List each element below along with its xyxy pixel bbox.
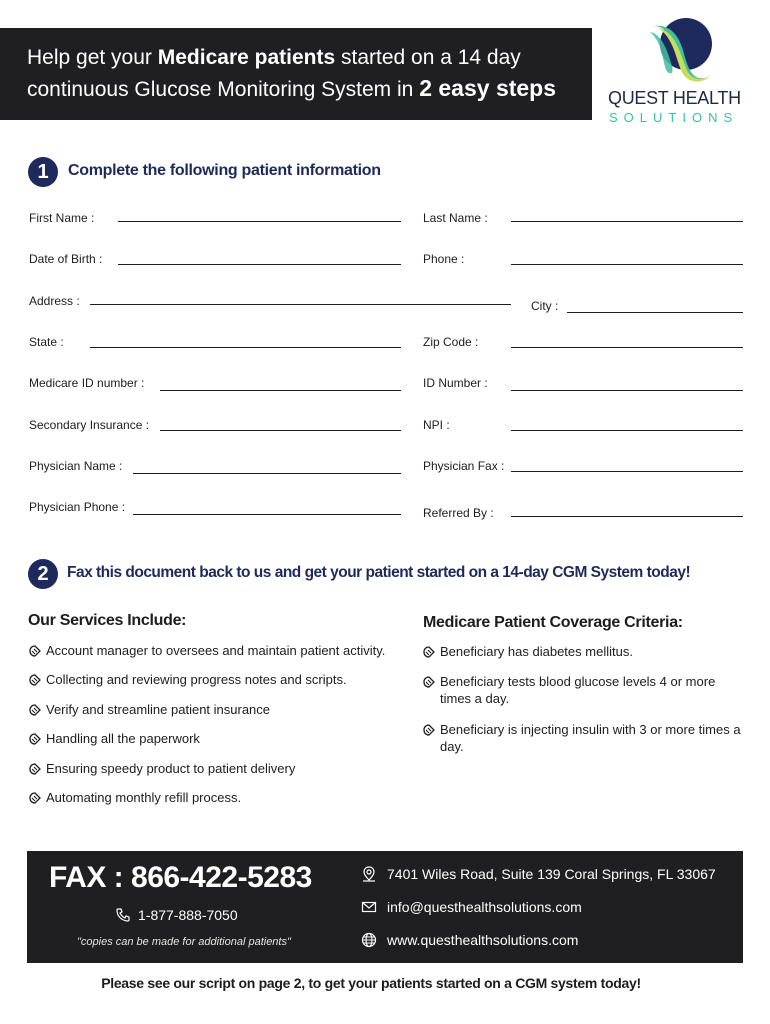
criterion-item: [423, 673, 743, 707]
pill-bullet-icon: [29, 762, 41, 774]
city-label: City :: [531, 299, 559, 313]
criterion-item-text: Beneficiary tests blood glucose levels 4 or more times a day.: [440, 674, 716, 706]
zip-field[interactable]: [511, 347, 743, 348]
copies-note: "copies can be made for additional patients": [77, 936, 291, 948]
step-1-title: Complete the following patient information: [68, 162, 381, 179]
secondary-insurance-label: Secondary Insurance :: [29, 418, 150, 432]
pill-bullet-icon: [423, 675, 435, 687]
service-item: [29, 671, 409, 688]
service-item: [29, 760, 409, 777]
logo-subtitle: SOLUTIONS: [609, 110, 739, 125]
step-1-badge: 1: [28, 157, 58, 187]
dob-field[interactable]: [118, 264, 401, 265]
npi-field[interactable]: [511, 430, 743, 431]
state-label: State :: [29, 335, 64, 349]
criterion-item: [423, 643, 743, 660]
service-item-text: Automating monthly refill process.: [46, 790, 242, 805]
criterion-item-text: Beneficiary is injecting insulin with 3 or more times a day.: [440, 722, 741, 754]
physician-name-label: Physician Name :: [29, 459, 123, 473]
pill-bullet-icon: [423, 645, 435, 657]
service-item: [29, 642, 409, 659]
service-item-text: Handling all the paperwork: [46, 731, 200, 746]
criterion-item-text: Beneficiary has diabetes mellitus.: [440, 644, 633, 659]
phone-field[interactable]: [511, 264, 743, 265]
step-2-title: Fax this document back to us and get your patient started on a 14-day CGM System today!: [67, 564, 691, 581]
header-line-2: continuous Glucose Monitoring System in 2 easy steps: [27, 75, 557, 101]
service-item: [29, 789, 409, 806]
phone-label: Phone :: [423, 252, 465, 266]
service-item: [29, 701, 409, 718]
physician-phone-label: Physician Phone :: [29, 500, 126, 514]
medicare-id-label: Medicare ID number :: [29, 376, 145, 390]
header-line-1: Help get your Medicare patients started on a 14 day: [27, 46, 521, 69]
last-name-label: Last Name :: [423, 211, 488, 225]
address-field[interactable]: [90, 304, 511, 305]
npi-label: NPI :: [423, 418, 450, 432]
first-name-label: First Name :: [29, 211, 95, 225]
step-2-badge: 2: [28, 559, 58, 589]
services-title: Our Services Include:: [28, 612, 187, 629]
first-name-field[interactable]: [118, 221, 401, 222]
pill-bullet-icon: [29, 673, 41, 685]
pill-bullet-icon: [29, 703, 41, 715]
id-number-label: ID Number :: [423, 376, 488, 390]
service-item-text: Collecting and reviewing progress notes and scripts.: [46, 672, 347, 687]
website-link[interactable]: www.questhealthsolutions.com: [387, 932, 579, 948]
dob-label: Date of Birth :: [29, 252, 103, 266]
bottom-note: Please see our script on page 2, to get your patients started on a CGM system today!: [101, 975, 641, 991]
pill-bullet-icon: [29, 791, 41, 803]
service-item-text: Ensuring speedy product to patient delivery: [46, 761, 296, 776]
pill-bullet-icon: [29, 732, 41, 744]
phone-icon: [115, 907, 131, 923]
email-icon: [361, 899, 377, 915]
header-banner: [0, 28, 592, 120]
zip-label: Zip Code :: [423, 335, 479, 349]
globe-icon: [361, 932, 377, 948]
service-item-text: Verify and streamline patient insurance: [46, 702, 271, 717]
pill-bullet-icon: [29, 644, 41, 656]
quest-health-logo: [604, 18, 754, 128]
email-link[interactable]: info@questhealthsolutions.com: [387, 899, 582, 915]
secondary-insurance-field[interactable]: [160, 430, 401, 431]
fax-number: FAX : 866-422-5283: [49, 861, 312, 894]
logo-swoosh-icon: [636, 18, 716, 88]
logo-name: QUEST HEALTH: [608, 88, 741, 108]
pill-bullet-icon: [423, 723, 435, 735]
location-pin-icon: [361, 866, 377, 882]
physician-phone-field[interactable]: [133, 514, 401, 515]
state-field[interactable]: [90, 347, 401, 348]
city-field[interactable]: [567, 312, 743, 313]
service-item: [29, 730, 409, 747]
physician-fax-label: Physician Fax :: [423, 459, 505, 473]
criteria-title: Medicare Patient Coverage Criteria:: [423, 614, 683, 631]
referred-by-field[interactable]: [511, 516, 743, 517]
criterion-item: [423, 721, 743, 755]
address-label: Address :: [29, 294, 80, 308]
address-text: 7401 Wiles Road, Suite 139 Coral Springs, FL 33067: [387, 866, 716, 882]
service-item-text: Account manager to oversees and maintain patient activity.: [46, 643, 386, 658]
last-name-field[interactable]: [511, 221, 743, 222]
referred-by-label: Referred By :: [423, 506, 494, 520]
id-number-field[interactable]: [511, 390, 743, 391]
physician-name-field[interactable]: [133, 473, 401, 474]
physician-fax-field[interactable]: [511, 471, 743, 472]
contact-footer: [27, 851, 743, 963]
phone-number[interactable]: 1-877-888-7050: [138, 907, 238, 923]
medicare-id-field[interactable]: [160, 390, 401, 391]
